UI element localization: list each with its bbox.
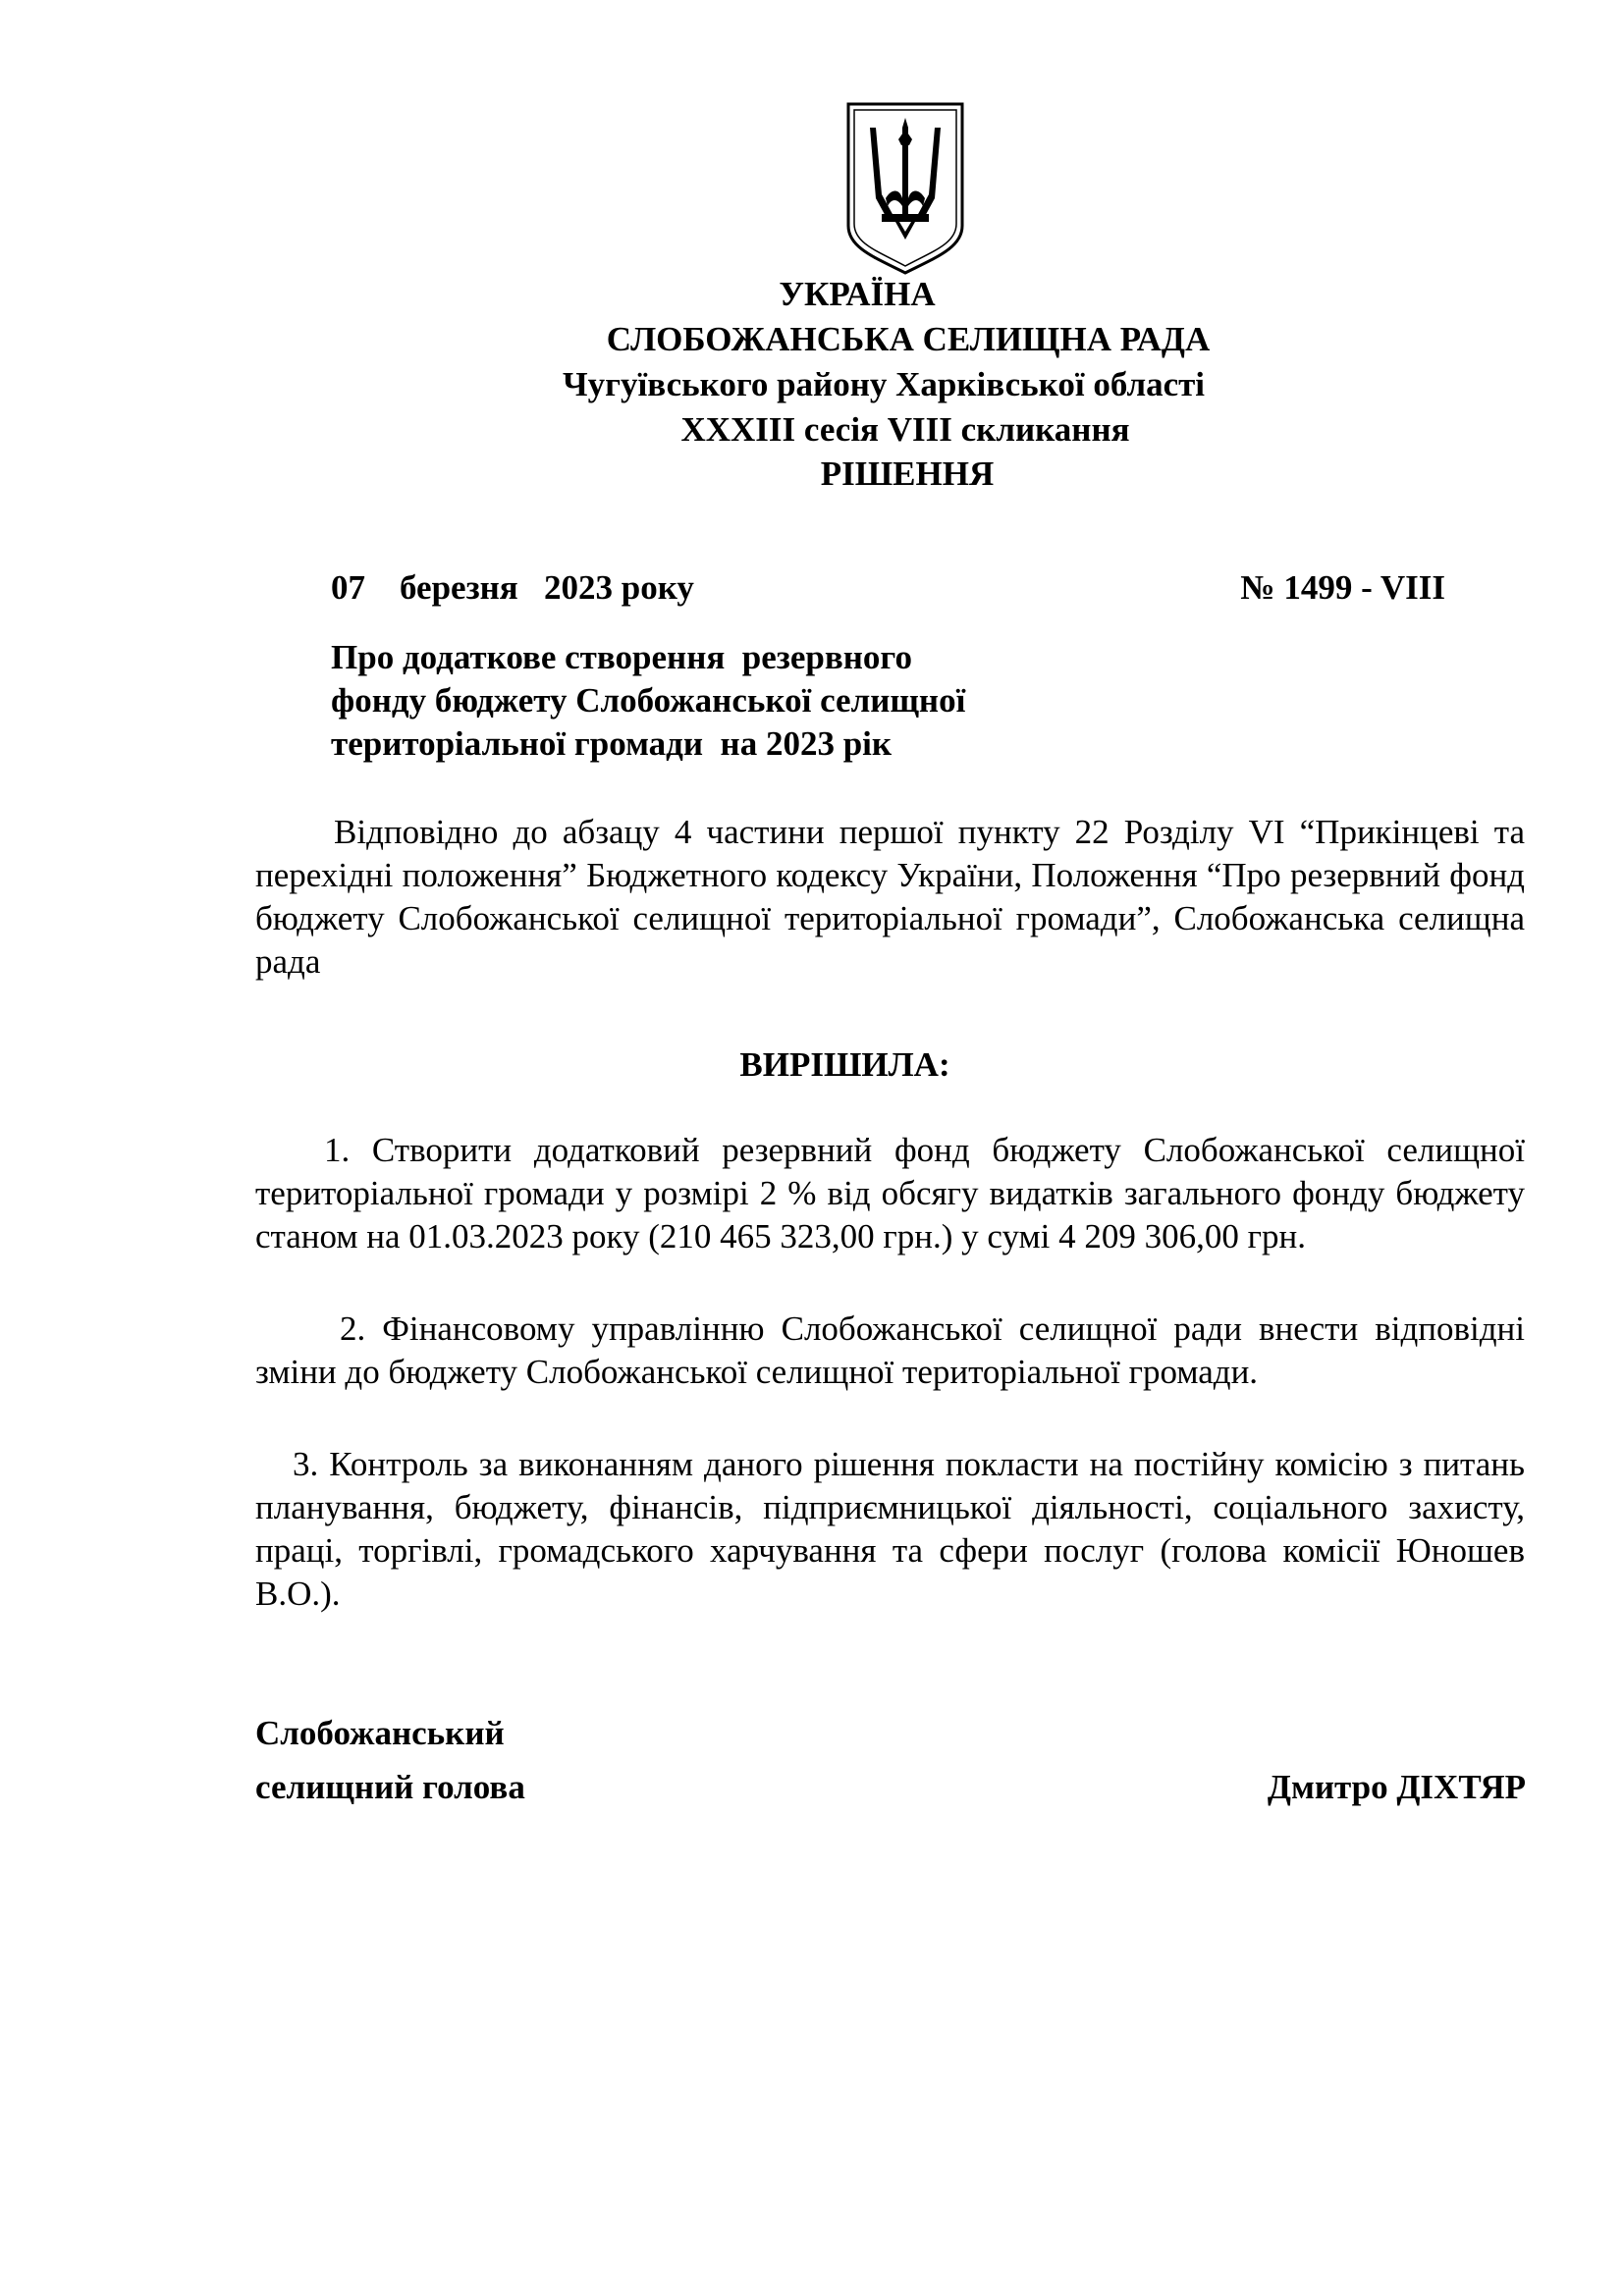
decision-subject — [331, 636, 1116, 766]
country-heading: УКРАЇНА — [779, 275, 936, 313]
resolved-heading: ВИРІШИЛА: — [739, 1045, 950, 1084]
session-heading: XXXIII сесія VIII скликання — [680, 410, 1130, 449]
signatory-title — [255, 1706, 525, 1814]
signatory-title-line: Слобожанський — [255, 1714, 505, 1752]
subject-line: територіальної громади на 2023 рік — [331, 724, 893, 763]
signatory-title-line: селищний голова — [255, 1768, 525, 1806]
preamble-paragraph: Відповідно до абзацу 4 частини першої пункту 22 Розділу VI “Прикінцеві та перехідні положення” Бюджетного кодексу України, Положення “Про резервний фонд бюджету Слобожанської селищної територіальної громади”, Слобожанська селищна рада — [255, 813, 1525, 981]
decision-date: 07 березня 2023 року — [331, 568, 694, 607]
signatory-name: Дмитро ДІХТЯР — [1267, 1768, 1526, 1806]
date-number-row — [331, 566, 1445, 610]
council-heading: СЛОБОЖАНСЬКА СЕЛИЩНА РАДА — [606, 320, 1211, 358]
resolution-item-1: 1. Створити додатковий резервний фонд бюджету Слобожанської селищної територіальної громади у розмірі 2 % від обсягу видатків загального фонду бюджету станом на 01.03.2023 року (210 465 323,00 грн.) у сумі 4 209 306,00 грн. — [255, 1131, 1525, 1255]
subject-line: фонду бюджету Слобожанської селищної — [331, 681, 966, 720]
document-type-heading: РІШЕННЯ — [820, 454, 995, 493]
trident-coat-of-arms-icon — [842, 100, 968, 277]
district-heading: Чугуївського району Харківської області — [562, 365, 1206, 403]
decision-number: № 1499 - VIII — [1240, 568, 1445, 607]
resolution-item-2: 2. Фінансовому управлінню Слобожанської селищної ради внести відповідні зміни до бюджету Слобожанської селищної територіальної громади. — [255, 1309, 1525, 1391]
resolution-item-3: 3. Контроль за виконанням даного рішення покласти на постійну комісію з питань планування, бюджету, фінансів, підприємницької діяльності, соціального захисту, праці, торгівлі, громадського харчування та сфери послуг (голова комісії Юношев В.О.). — [255, 1445, 1525, 1613]
subject-line: Про додаткове створення резервного — [331, 638, 912, 676]
